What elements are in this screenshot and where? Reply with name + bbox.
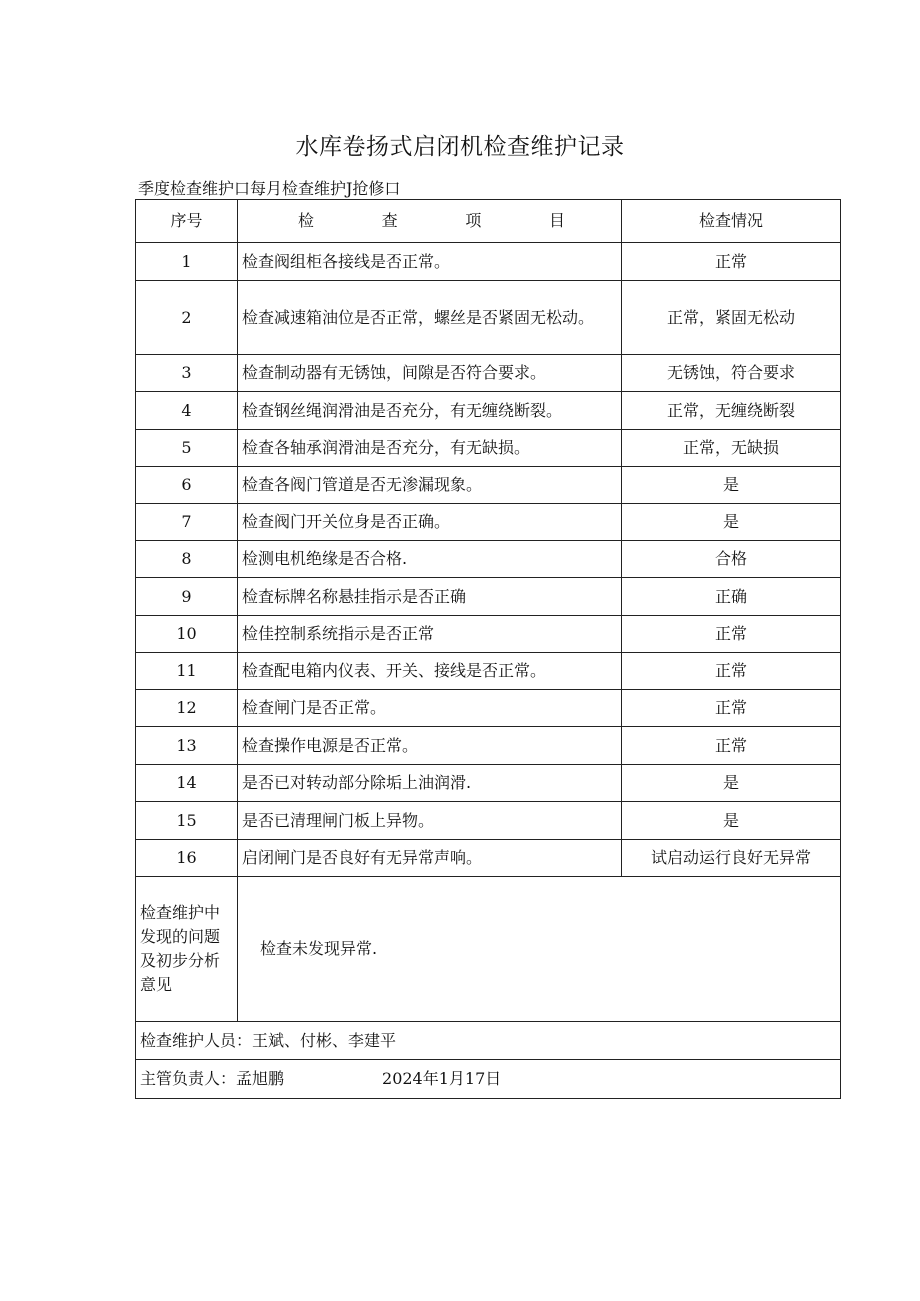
supervisor-cell <box>136 1060 841 1099</box>
row-number: 3 <box>136 355 238 392</box>
row-check-item: 检査标牌名称悬挂指示是否正确 <box>238 578 622 616</box>
row-check-item: 是否已对转动部分除垢上油润滑. <box>238 765 622 802</box>
row-check-result: 正常，无缠绕断裂 <box>622 392 841 430</box>
table-row <box>136 727 841 765</box>
table-row <box>136 690 841 727</box>
row-number: 9 <box>136 578 238 616</box>
row-check-item: 检查闸门是否正常。 <box>238 690 622 727</box>
row-check-item: 检查减速箱油位是否正常，螺丝是否紧固无松动。 <box>238 281 622 355</box>
row-number: 11 <box>136 653 238 690</box>
row-number: 6 <box>136 467 238 504</box>
row-check-result: 是 <box>622 802 841 840</box>
row-check-item: 是否已清理闸门板上异物。 <box>238 802 622 840</box>
row-check-result: 正常 <box>622 243 841 281</box>
header-item-char: 项 <box>465 211 482 230</box>
row-number: 1 <box>136 243 238 281</box>
personnel-row <box>136 1022 841 1060</box>
header-item-char: 目 <box>548 211 565 230</box>
table-row <box>136 765 841 802</box>
table-row <box>136 467 841 504</box>
row-check-result: 正常，紧固无松动 <box>622 281 841 355</box>
inspection-type-line: 季度检查维护口每月检查维护J抢修口 <box>138 179 401 198</box>
row-check-item: 检查阀组柜各接线是否正常。 <box>238 243 622 281</box>
row-check-item: 检查制动器有无锈蚀，间隙是否符合要求。 <box>238 355 622 392</box>
row-check-result: 正常 <box>622 653 841 690</box>
header-row <box>136 200 841 243</box>
row-check-result: 正常 <box>622 690 841 727</box>
row-check-item: 检查操作电源是否正常。 <box>238 727 622 765</box>
table-row <box>136 430 841 467</box>
row-check-item: 检佳控制系统指示是否正常 <box>238 616 622 653</box>
table-row <box>136 840 841 877</box>
supervisor-row <box>136 1060 841 1099</box>
row-check-item: 检查钢丝绳润滑油是否充分，有无缠绕断裂。 <box>238 392 622 430</box>
header-item <box>238 200 622 243</box>
row-number: 12 <box>136 690 238 727</box>
table-row <box>136 504 841 541</box>
row-number: 7 <box>136 504 238 541</box>
record-date: 2024年1月17日 <box>382 1069 502 1088</box>
row-number: 14 <box>136 765 238 802</box>
row-number: 10 <box>136 616 238 653</box>
table-row <box>136 616 841 653</box>
row-check-item: 启闭闸门是否良好有无异常声响。 <box>238 840 622 877</box>
row-check-result: 正常，无缺损 <box>622 430 841 467</box>
row-check-result: 无锈蚀，符合要求 <box>622 355 841 392</box>
row-check-result: 正常 <box>622 727 841 765</box>
row-check-result: 是 <box>622 467 841 504</box>
issues-text: 检查未发现异常. <box>238 877 841 1022</box>
supervisor: 主管负责人：孟旭鹏 <box>140 1069 285 1088</box>
table-row <box>136 578 841 616</box>
row-check-item: 检查配电箱内仪表、开关、接线是否正常。 <box>238 653 622 690</box>
table-row <box>136 392 841 430</box>
row-check-result: 是 <box>622 504 841 541</box>
row-check-item: 检查阀门开关位身是否正确。 <box>238 504 622 541</box>
table-row <box>136 653 841 690</box>
table-row <box>136 802 841 840</box>
row-check-result: 试启动运行良好无异常 <box>622 840 841 877</box>
header-item-char: 检 <box>298 211 315 230</box>
row-check-result: 合格 <box>622 541 841 578</box>
row-check-result: 正常 <box>622 616 841 653</box>
table-row <box>136 243 841 281</box>
row-check-result: 正确 <box>622 578 841 616</box>
row-number: 5 <box>136 430 238 467</box>
row-number: 8 <box>136 541 238 578</box>
page-title: 水库卷扬式启闭机检查维护记录 <box>295 134 625 160</box>
table-row <box>136 541 841 578</box>
row-check-item: 检查各阀门管道是否无渗漏现象。 <box>238 467 622 504</box>
header-no: 序号 <box>136 200 238 243</box>
table-row <box>136 355 841 392</box>
inspection-table <box>135 199 841 1099</box>
row-check-result: 是 <box>622 765 841 802</box>
row-check-item: 检测电机绝缘是否合格. <box>238 541 622 578</box>
row-number: 15 <box>136 802 238 840</box>
header-item-char: 查 <box>381 211 398 230</box>
row-number: 4 <box>136 392 238 430</box>
row-number: 16 <box>136 840 238 877</box>
header-status: 检查情况 <box>622 200 841 243</box>
issues-label: 检查维护中发现的问题及初步分析意见 <box>136 877 238 1022</box>
row-number: 13 <box>136 727 238 765</box>
maintenance-personnel: 检查维护人员：王斌、付彬、李建平 <box>136 1022 841 1060</box>
table-row <box>136 281 841 355</box>
issues-row <box>136 877 841 1022</box>
row-number: 2 <box>136 281 238 355</box>
row-check-item: 检查各轴承润滑油是否充分，有无缺损。 <box>238 430 622 467</box>
